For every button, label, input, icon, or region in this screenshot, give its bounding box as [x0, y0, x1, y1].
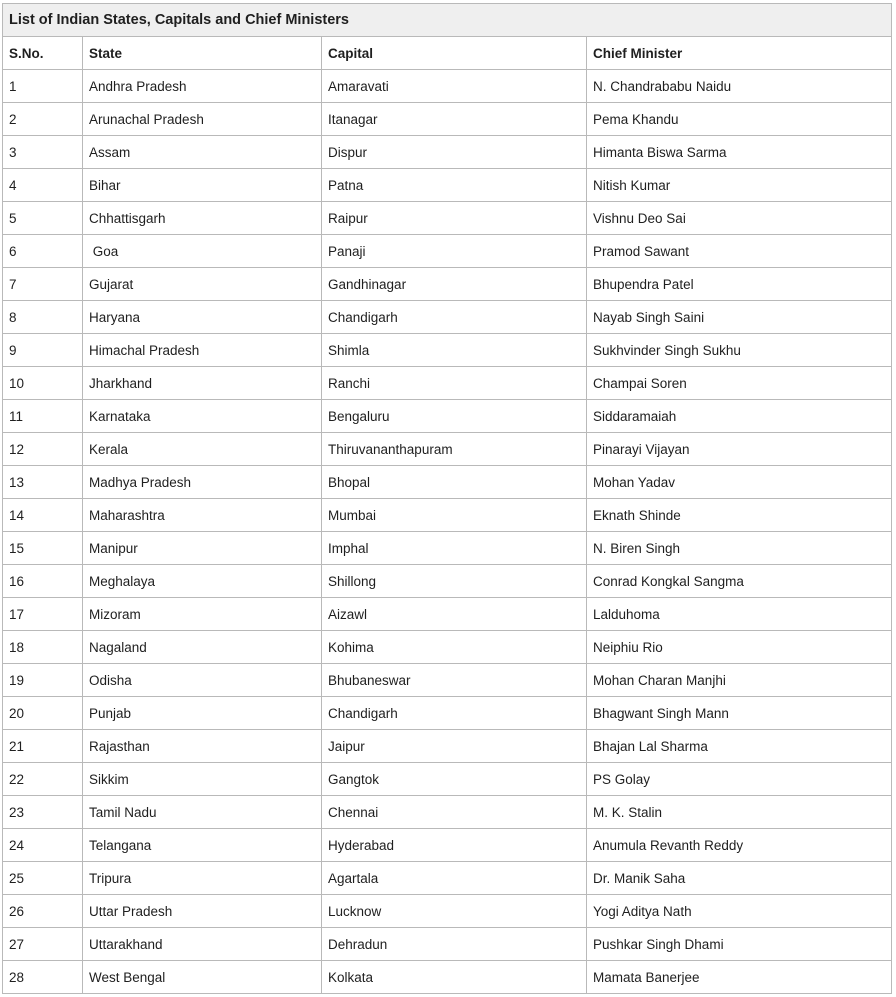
cell-sno: 5: [3, 202, 83, 235]
table-row: [3, 664, 892, 697]
cell-state: Haryana: [83, 301, 322, 334]
cell-chief-minister: Yogi Aditya Nath: [587, 895, 892, 928]
cell-state: Meghalaya: [83, 565, 322, 598]
cell-state: Rajasthan: [83, 730, 322, 763]
cell-sno: 2: [3, 103, 83, 136]
cell-chief-minister: Mamata Banerjee: [587, 961, 892, 994]
cell-chief-minister: Pramod Sawant: [587, 235, 892, 268]
table-row: [3, 763, 892, 796]
cell-state: Punjab: [83, 697, 322, 730]
cell-capital: Gangtok: [322, 763, 587, 796]
cell-sno: 26: [3, 895, 83, 928]
cell-chief-minister: Bhupendra Patel: [587, 268, 892, 301]
cell-capital: Mumbai: [322, 499, 587, 532]
cell-sno: 7: [3, 268, 83, 301]
table-title-row: [3, 4, 892, 37]
cell-state: Uttar Pradesh: [83, 895, 322, 928]
cell-capital: Agartala: [322, 862, 587, 895]
cell-state: Andhra Pradesh: [83, 70, 322, 103]
cell-capital: Itanagar: [322, 103, 587, 136]
cell-sno: 18: [3, 631, 83, 664]
cell-sno: 22: [3, 763, 83, 796]
table-row: [3, 598, 892, 631]
cell-sno: 27: [3, 928, 83, 961]
cell-sno: 8: [3, 301, 83, 334]
cell-state: Himachal Pradesh: [83, 334, 322, 367]
cell-state: Gujarat: [83, 268, 322, 301]
cell-chief-minister: Mohan Charan Manjhi: [587, 664, 892, 697]
cell-sno: 25: [3, 862, 83, 895]
table-row: [3, 136, 892, 169]
cell-chief-minister: Nitish Kumar: [587, 169, 892, 202]
cell-sno: 6: [3, 235, 83, 268]
cell-sno: 17: [3, 598, 83, 631]
cell-capital: Shillong: [322, 565, 587, 598]
table-row: [3, 796, 892, 829]
states-table-container: [2, 3, 891, 994]
cell-capital: Dispur: [322, 136, 587, 169]
header-chief-minister: Chief Minister: [587, 37, 892, 70]
cell-sno: 10: [3, 367, 83, 400]
header-state: State: [83, 37, 322, 70]
cell-state: Chhattisgarh: [83, 202, 322, 235]
cell-state: Jharkhand: [83, 367, 322, 400]
cell-sno: 12: [3, 433, 83, 466]
cell-chief-minister: Himanta Biswa Sarma: [587, 136, 892, 169]
table-row: [3, 433, 892, 466]
cell-chief-minister: Mohan Yadav: [587, 466, 892, 499]
table-row: [3, 862, 892, 895]
table-row: [3, 565, 892, 598]
table-row: [3, 532, 892, 565]
cell-capital: Bhubaneswar: [322, 664, 587, 697]
cell-capital: Chennai: [322, 796, 587, 829]
cell-state: Telangana: [83, 829, 322, 862]
cell-chief-minister: N. Chandrababu Naidu: [587, 70, 892, 103]
cell-capital: Imphal: [322, 532, 587, 565]
cell-sno: 15: [3, 532, 83, 565]
cell-chief-minister: Nayab Singh Saini: [587, 301, 892, 334]
cell-state: Maharashtra: [83, 499, 322, 532]
cell-chief-minister: M. K. Stalin: [587, 796, 892, 829]
cell-chief-minister: Neiphiu Rio: [587, 631, 892, 664]
cell-capital: Chandigarh: [322, 697, 587, 730]
cell-capital: Jaipur: [322, 730, 587, 763]
table-row: [3, 631, 892, 664]
table-row: [3, 697, 892, 730]
cell-sno: 11: [3, 400, 83, 433]
table-row: [3, 829, 892, 862]
table-row: [3, 169, 892, 202]
cell-state: Madhya Pradesh: [83, 466, 322, 499]
cell-sno: 9: [3, 334, 83, 367]
table-row: [3, 103, 892, 136]
cell-chief-minister: Anumula Revanth Reddy: [587, 829, 892, 862]
cell-capital: Raipur: [322, 202, 587, 235]
table-body: [3, 70, 892, 994]
table-row: [3, 70, 892, 103]
cell-state: Tripura: [83, 862, 322, 895]
cell-state: Tamil Nadu: [83, 796, 322, 829]
cell-sno: 1: [3, 70, 83, 103]
cell-sno: 4: [3, 169, 83, 202]
cell-state: West Bengal: [83, 961, 322, 994]
cell-chief-minister: Dr. Manik Saha: [587, 862, 892, 895]
cell-sno: 14: [3, 499, 83, 532]
table-row: [3, 301, 892, 334]
table-header-row: [3, 37, 892, 70]
cell-state: Mizoram: [83, 598, 322, 631]
cell-chief-minister: N. Biren Singh: [587, 532, 892, 565]
table-row: [3, 466, 892, 499]
cell-state: Nagaland: [83, 631, 322, 664]
table-row: [3, 961, 892, 994]
cell-state: Bihar: [83, 169, 322, 202]
table-row: [3, 202, 892, 235]
table-row: [3, 928, 892, 961]
cell-state: Kerala: [83, 433, 322, 466]
cell-chief-minister: Lalduhoma: [587, 598, 892, 631]
cell-capital: Hyderabad: [322, 829, 587, 862]
states-table: [2, 3, 892, 994]
cell-capital: Kohima: [322, 631, 587, 664]
cell-capital: Kolkata: [322, 961, 587, 994]
cell-capital: Bhopal: [322, 466, 587, 499]
cell-sno: 19: [3, 664, 83, 697]
cell-state: Odisha: [83, 664, 322, 697]
cell-chief-minister: Eknath Shinde: [587, 499, 892, 532]
table-title: List of Indian States, Capitals and Chief Ministers: [3, 4, 892, 37]
cell-sno: 24: [3, 829, 83, 862]
cell-chief-minister: Vishnu Deo Sai: [587, 202, 892, 235]
cell-sno: 23: [3, 796, 83, 829]
table-row: [3, 895, 892, 928]
cell-chief-minister: Bhagwant Singh Mann: [587, 697, 892, 730]
table-row: [3, 367, 892, 400]
cell-chief-minister: Bhajan Lal Sharma: [587, 730, 892, 763]
header-capital: Capital: [322, 37, 587, 70]
cell-state: Assam: [83, 136, 322, 169]
cell-chief-minister: Sukhvinder Singh Sukhu: [587, 334, 892, 367]
cell-capital: Aizawl: [322, 598, 587, 631]
cell-capital: Patna: [322, 169, 587, 202]
cell-chief-minister: Pema Khandu: [587, 103, 892, 136]
cell-chief-minister: Pushkar Singh Dhami: [587, 928, 892, 961]
cell-state: Manipur: [83, 532, 322, 565]
table-row: [3, 235, 892, 268]
cell-capital: Panaji: [322, 235, 587, 268]
table-row: [3, 334, 892, 367]
cell-chief-minister: Pinarayi Vijayan: [587, 433, 892, 466]
cell-chief-minister: Conrad Kongkal Sangma: [587, 565, 892, 598]
cell-capital: Amaravati: [322, 70, 587, 103]
cell-chief-minister: Champai Soren: [587, 367, 892, 400]
cell-chief-minister: PS Golay: [587, 763, 892, 796]
cell-sno: 16: [3, 565, 83, 598]
cell-state: Sikkim: [83, 763, 322, 796]
table-row: [3, 499, 892, 532]
cell-capital: Chandigarh: [322, 301, 587, 334]
cell-state: Uttarakhand: [83, 928, 322, 961]
header-sno: S.No.: [3, 37, 83, 70]
cell-capital: Shimla: [322, 334, 587, 367]
cell-capital: Ranchi: [322, 367, 587, 400]
table-row: [3, 268, 892, 301]
cell-capital: Bengaluru: [322, 400, 587, 433]
cell-capital: Lucknow: [322, 895, 587, 928]
cell-sno: 20: [3, 697, 83, 730]
cell-state: Goa: [83, 235, 322, 268]
cell-state: Karnataka: [83, 400, 322, 433]
cell-chief-minister: Siddaramaiah: [587, 400, 892, 433]
cell-capital: Dehradun: [322, 928, 587, 961]
table-row: [3, 730, 892, 763]
cell-sno: 3: [3, 136, 83, 169]
table-row: [3, 400, 892, 433]
cell-sno: 21: [3, 730, 83, 763]
cell-state: Arunachal Pradesh: [83, 103, 322, 136]
cell-sno: 13: [3, 466, 83, 499]
cell-sno: 28: [3, 961, 83, 994]
cell-capital: Thiruvananthapuram: [322, 433, 587, 466]
cell-capital: Gandhinagar: [322, 268, 587, 301]
